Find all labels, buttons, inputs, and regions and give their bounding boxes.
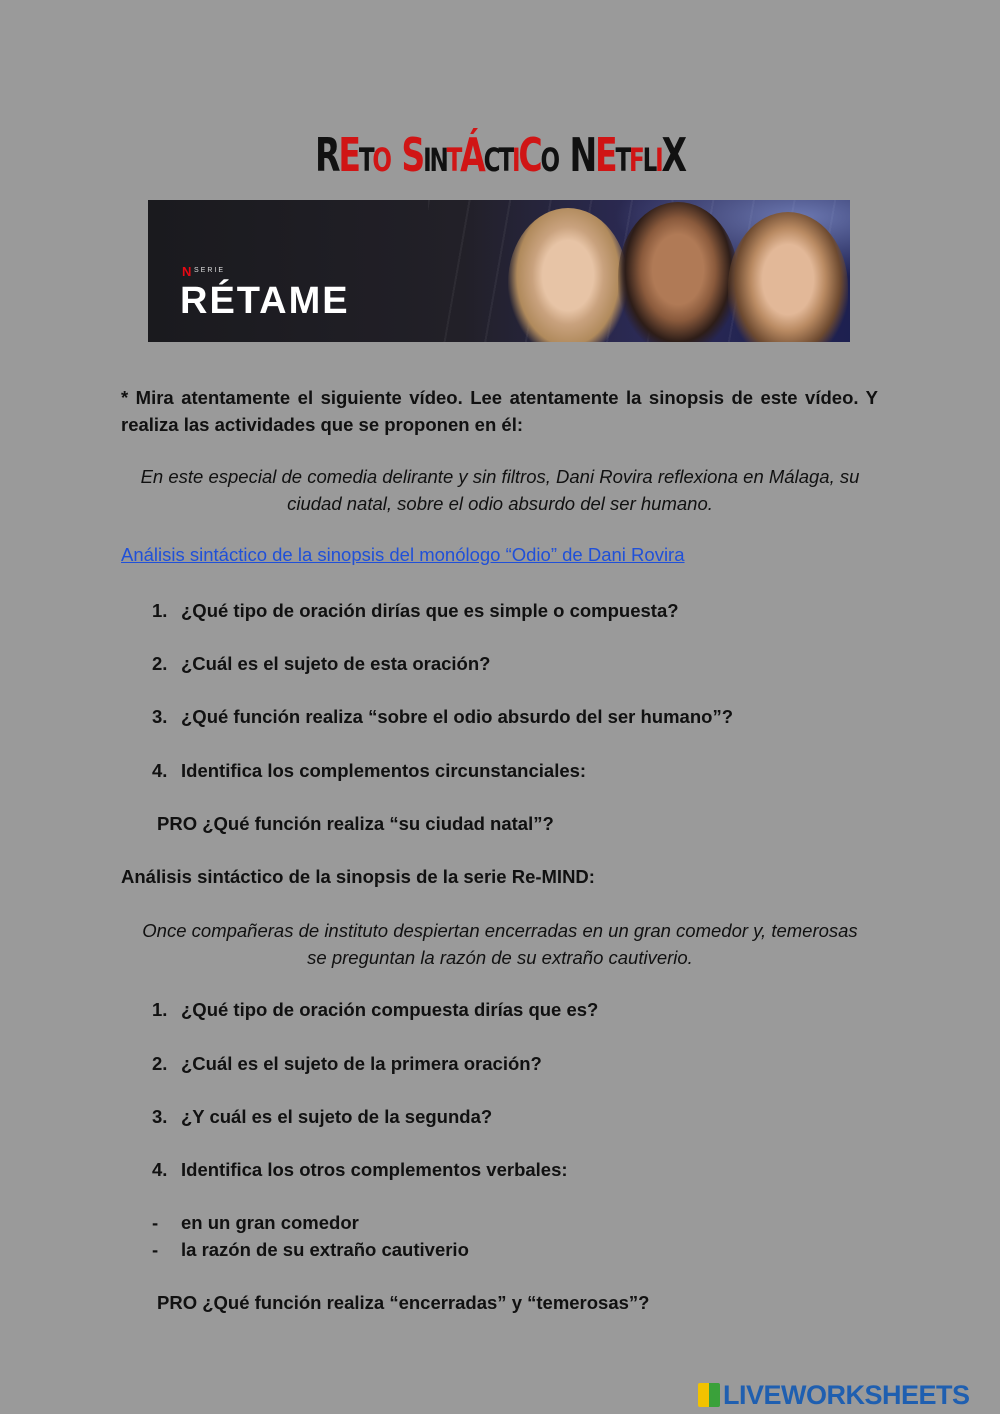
question-1-4: 4. Identifica los complementos circunstanciales: — [152, 760, 587, 781]
analysis-link-odio[interactable]: Análisis sintáctico de la sinopsis del monólogo “Odio” de Dani Rovira — [121, 544, 685, 565]
question-2-3: 3. ¿Y cuál es el sujeto de la segunda? — [152, 1106, 493, 1127]
pro-question-2: PRO ¿Qué función realiza “encerradas” y “temerosas”? — [157, 1292, 650, 1313]
title-word-2 — [401, 128, 558, 182]
title-letter: Á — [460, 128, 484, 182]
liveworksheets-logo-icon — [698, 1383, 720, 1407]
title-letter: E — [338, 128, 359, 182]
question-2-2: 2. ¿Cuál es el sujeto de la primera oración? — [152, 1053, 542, 1074]
banner-actress-2 — [618, 202, 738, 342]
title-letter: O — [540, 141, 558, 179]
title-letter: T — [446, 141, 461, 179]
question-1-1: 1. ¿Qué tipo de oración dirías que es simple o compuesta? — [152, 600, 679, 621]
title-letter: I — [511, 141, 519, 179]
title-letter: C — [483, 141, 499, 179]
synopsis-quote-2: Once compañeras de instituto despiertan encerradas en un gran comedor y, temerosas se preguntan la razón de su extraño cautiverio. — [142, 920, 858, 968]
worksheet-title — [140, 128, 860, 182]
question-2-4: 4. Identifica los otros complementos verbales: — [152, 1159, 568, 1180]
liveworksheets-logo: LIVEWORKSHEETS — [698, 1380, 970, 1411]
netflix-banner — [148, 200, 850, 342]
title-letter: O — [372, 141, 390, 179]
question-1-2: 2. ¿Cuál es el sujeto de esta oración? — [152, 653, 491, 674]
title-letter: T — [498, 141, 512, 179]
title-letter: E — [595, 128, 616, 182]
bullet-item-1: - en un gran comedor — [152, 1212, 359, 1233]
title-word-3 — [569, 128, 685, 182]
question-1-3: 3. ¿Qué función realiza “sobre el odio absurdo del ser humano”? — [152, 706, 734, 727]
title-letter: X — [661, 128, 685, 182]
section-2-heading: Análisis sintáctico de la sinopsis de la serie Re-MIND: — [121, 866, 595, 887]
bullet-item-2: - la razón de su extraño cautiverio — [152, 1239, 469, 1260]
title-letter: R — [315, 128, 339, 182]
title-letter: N — [569, 128, 596, 182]
title-letter: S — [401, 128, 424, 182]
question-2-1: 1. ¿Qué tipo de oración compuesta dirías que es? — [152, 999, 599, 1020]
pro-question-1: PRO ¿Qué función realiza “su ciudad natal”? — [157, 813, 554, 834]
title-letter: F — [629, 141, 643, 179]
banner-show-title: RÉTAME — [180, 280, 350, 322]
title-letter: N — [429, 141, 447, 179]
title-letter: I — [423, 141, 430, 179]
netflix-logo-icon: N — [182, 264, 192, 279]
title-letter: T — [358, 141, 373, 179]
intro-instructions: * Mira atentamente el siguiente vídeo. Lee atentamente la sinopsis de este vídeo. Y realiza las actividades que se proponen en él: — [121, 387, 878, 435]
title-letter: C — [518, 128, 541, 182]
synopsis-quote-1: En este especial de comedia delirante y sin filtros, Dani Rovira reflexiona en Málaga, su ciudad natal, sobre el odio absurdo del ser humano. — [140, 466, 860, 514]
title-letter: L — [642, 141, 656, 179]
title-letter: I — [655, 141, 662, 179]
title-word-1 — [315, 128, 390, 182]
title-letter: T — [615, 141, 630, 179]
banner-serie-label: SERIE — [194, 267, 226, 274]
